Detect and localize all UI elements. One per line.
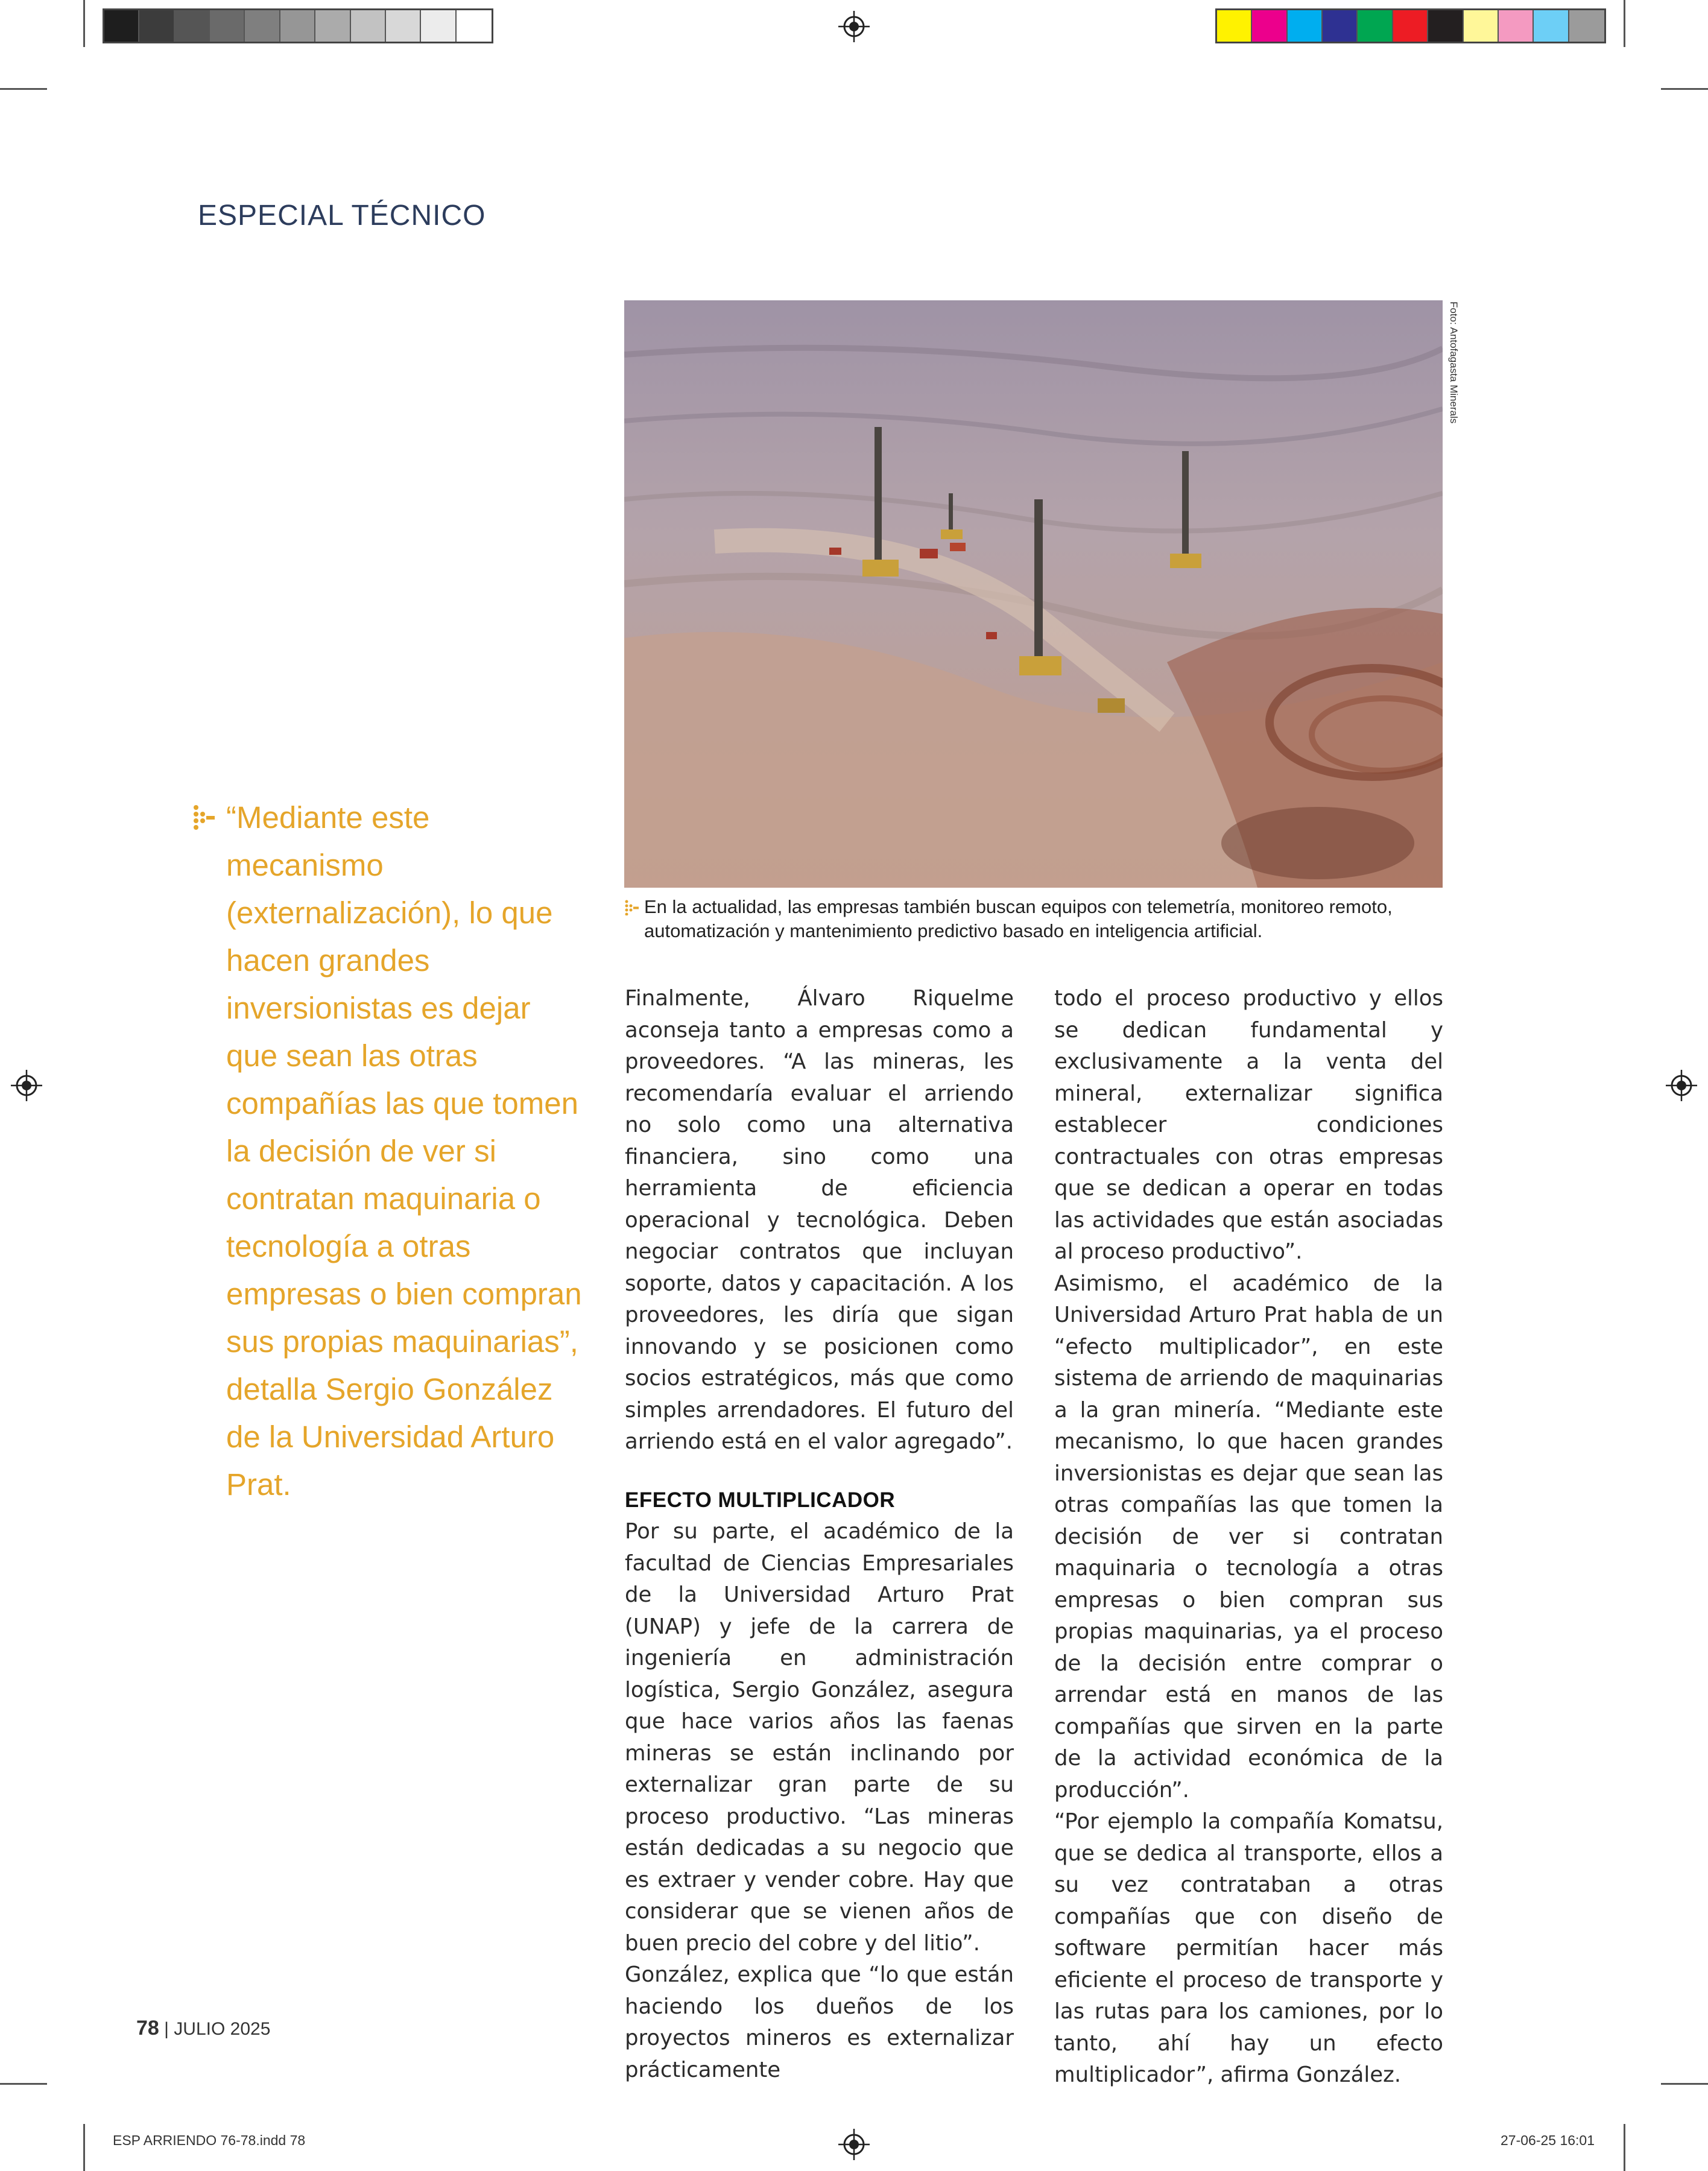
caption-bullet-icon [625,900,639,915]
article-paragraph: “Por ejemplo la compañía Komatsu, que se dedica al transporte, ellos a su vez contrataban a otras compañías que con diseño de software permitían hacer más eficiente el proceso de transporte y las rutas para los camiones, por lo tanto, ahí hay un efecto multiplicador”, afirma González. [1054,1809,1443,2087]
color-swatch [1569,10,1604,42]
print-timestamp: 27-06-25 16:01 [1501,2132,1595,2148]
grayscale-color-bar [103,8,493,43]
article-paragraph: Finalmente, Álvaro Riquelme aconseja tanto a empresas como a proveedores. “A las mineras, les recomendaría evaluar el arriendo no solo como una alternativa financiera, sino como una herramienta de eficiencia operacional y tecnológica. Deben negociar contratos que incluyan soporte, datos y capacitación. A los proveedores, les diría que sigan innovando y se posicionen como socios estratégicos, más que como simples arrendadores. El futuro del arriendo está en el valor agregado”. [625,986,1014,1454]
registration-mark-icon [837,2128,871,2161]
color-swatch [245,10,280,42]
crop-mark [0,2083,47,2085]
color-swatch [421,10,456,42]
crop-mark [1624,2124,1625,2171]
article-paragraph: Por su parte, el académico de la facultad de Ciencias Empresariales de la Universidad Arturo Prat (UNAP) y jefe de la carrera de ingeniería en administración logística, Sergio González, asegura que hace varios años las faenas mineras se están inclinando por externalizar gran parte de su proceso productivo. “Las mineras están dedicadas a su negocio que es extraer y vender cobre. Hay que considerar que se vienen años de buen precio del cobre y del litio”. [625,1519,1014,1956]
crop-mark [1661,88,1708,90]
color-swatch [315,10,350,42]
photo-credit [1440,302,1464,446]
crop-mark [83,2124,85,2171]
color-swatch [1428,10,1463,42]
registration-mark-icon [10,1069,43,1102]
vehicle-icon [829,548,841,555]
page-number: 78 [136,2017,159,2040]
article-paragraph: González, explica que “lo que están haciendo los dueños de los proyectos mineros es externalizar prácticamente [625,1962,1014,2082]
vehicle-icon [920,549,938,558]
color-swatch [386,10,421,42]
pullquote-bullet-icon [193,804,216,833]
article-column-1 [625,983,1014,2086]
crop-mark [83,0,85,47]
color-swatch [175,10,210,42]
color-swatch [1499,10,1534,42]
color-swatch [457,10,492,42]
vehicle-icon [950,543,966,551]
open-pit-mine-illustration [624,300,1443,888]
drill-rig-icon [1098,698,1125,713]
pull-quote: “Mediante este mecanismo (externalización), lo que hacen grandes inversionistas es dejar que sean las otras compañías las que tomen la decisión de ver si contratan maquinaria o tecnología a otras empresas o bien compran sus propias maquinarias”, detalla Sergio González de la Universidad Arturo Prat. [226,800,582,1502]
color-swatch [1323,10,1358,42]
crop-mark [1624,0,1625,47]
article-paragraph: todo el proceso productivo y ellos se dedican fundamental y exclusivamente a la venta del mineral, externalizar significa establecer condiciones contractuales con otras empresas que se dedican a operar en todas las actividades que están asociadas al proceso productivo”. [1054,986,1443,1264]
photo-caption: En la actualidad, las empresas también buscan equipos con telemetría, monitoreo remoto, automatización y mantenimiento predictivo basado en inteligencia artificial. [644,896,1393,941]
color-swatch [1288,10,1323,42]
color-swatch [351,10,386,42]
article-column-2 [1054,983,1443,2091]
cmyk-color-bar [1215,8,1606,43]
photo-credit-text: Foto: Antofagasta Minerals [1448,302,1460,424]
color-swatch [1252,10,1287,42]
color-swatch [1358,10,1393,42]
article-subhead: EFECTO MULTIPLICADOR [625,1488,896,1512]
page-folio [136,2017,270,2040]
color-swatch [1217,10,1252,42]
color-swatch [1464,10,1499,42]
color-swatch [139,10,174,42]
color-swatch [104,10,139,42]
color-swatch [280,10,315,42]
color-swatch [1534,10,1569,42]
registration-mark-icon [837,10,871,43]
color-swatch [210,10,245,42]
color-swatch [1393,10,1428,42]
vehicle-icon [986,632,997,639]
registration-mark-icon [1665,1069,1698,1102]
issue-date: | JULIO 2025 [164,2019,271,2039]
file-slug: ESP ARRIENDO 76-78.indd 78 [113,2132,306,2148]
article-paragraph: Asimismo, el académico de la Universidad Arturo Prat habla de un “efecto multiplicador”, en este sistema de arriendo de maquinarias a la gran minería. “Mediante este mecanismo, lo que hacen grandes inversionistas es dejar que sean las otras compañías las que tomen la decisión de ver si contratan maquinaria o tecnología a otras empresas o bien compran sus propias maquinarias, ya el proceso de la decisión entre comprar o arrendar está en manos de las compañías que sirven en la parte de la actividad económica de la producción”. [1054,1271,1443,1803]
mining-site-photo [624,300,1443,888]
section-title: ESPECIAL TÉCNICO [198,200,486,232]
crop-mark [0,88,47,90]
crop-mark [1661,2083,1708,2085]
